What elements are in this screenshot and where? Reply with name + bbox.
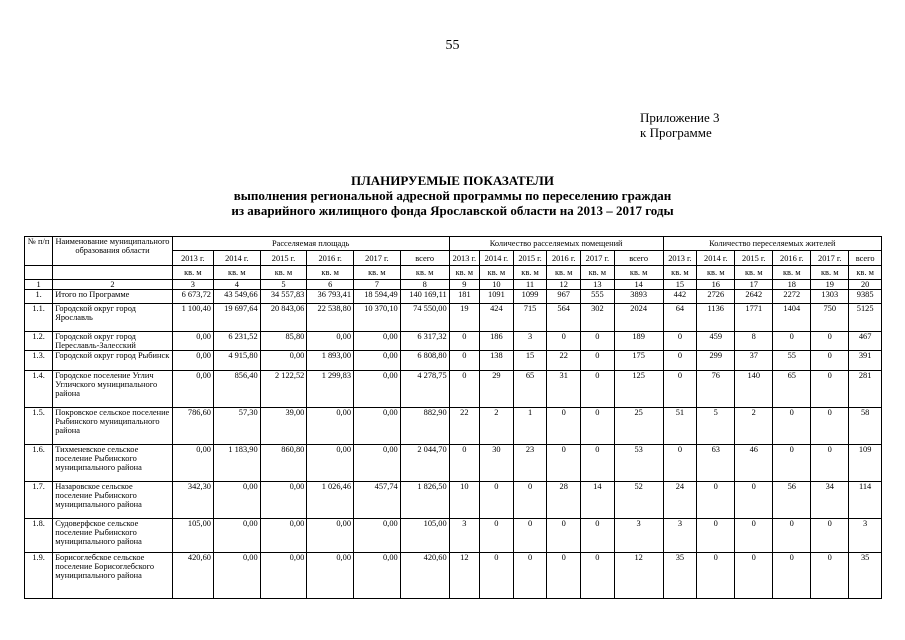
year-header: 2016 г. — [547, 251, 581, 266]
people-value: 114 — [849, 482, 882, 519]
column-number: 8 — [400, 280, 449, 290]
unit-header: кв. м — [849, 266, 882, 280]
people-value: 0 — [811, 445, 849, 482]
rooms-value: 12 — [614, 553, 663, 599]
unit-header: кв. м — [581, 266, 615, 280]
rooms-value: 30 — [480, 445, 514, 482]
rooms-value: 3 — [614, 519, 663, 553]
heading-line-2: выполнения региональной адресной программы по переселению граждан — [233, 188, 672, 203]
area-value: 420,60 — [400, 553, 449, 599]
area-value: 420,60 — [172, 553, 213, 599]
area-value: 85,80 — [260, 332, 307, 351]
area-value: 6 808,80 — [400, 351, 449, 371]
rooms-value: 0 — [449, 332, 479, 351]
unit-header: кв. м — [400, 266, 449, 280]
area-value: 1 893,00 — [307, 351, 354, 371]
people-value: 24 — [663, 482, 697, 519]
rooms-value: 0 — [547, 332, 581, 351]
people-value: 0 — [735, 519, 773, 553]
unit-header: кв. м — [697, 266, 735, 280]
unit-header: кв. м — [307, 266, 354, 280]
unit-header: кв. м — [614, 266, 663, 280]
rooms-value: 53 — [614, 445, 663, 482]
rooms-value: 125 — [614, 371, 663, 408]
rooms-value: 0 — [449, 371, 479, 408]
people-value: 467 — [849, 332, 882, 351]
rooms-value: 0 — [581, 408, 615, 445]
table-row — [25, 351, 882, 371]
col-name-header: Наименование муниципального образования области — [53, 237, 172, 266]
rooms-value: 3 — [449, 519, 479, 553]
municipality-name: Итого по Программе — [53, 290, 172, 304]
municipality-name: Судоверфское сельское поселение Рыбинского муниципального района — [53, 519, 172, 553]
people-value: 3 — [663, 519, 697, 553]
table-row — [25, 553, 882, 599]
column-number: 17 — [735, 280, 773, 290]
people-value: 35 — [849, 553, 882, 599]
rooms-value: 967 — [547, 290, 581, 304]
year-header: 2014 г. — [213, 251, 260, 266]
area-value: 34 557,83 — [260, 290, 307, 304]
area-value: 74 550,00 — [400, 304, 449, 332]
col-number-header: № п/п — [25, 237, 53, 266]
people-value: 1404 — [773, 304, 811, 332]
row-index: 1. — [25, 290, 53, 304]
table-row — [25, 304, 882, 332]
area-value: 0,00 — [213, 519, 260, 553]
people-value: 0 — [663, 445, 697, 482]
people-value: 0 — [811, 351, 849, 371]
unit-header: кв. м — [213, 266, 260, 280]
people-value: 0 — [773, 553, 811, 599]
table-row — [25, 519, 882, 553]
rooms-value: 0 — [581, 553, 615, 599]
unit-header: кв. м — [663, 266, 697, 280]
area-value: 0,00 — [354, 553, 401, 599]
rooms-value: 0 — [581, 332, 615, 351]
rooms-value: 0 — [513, 482, 547, 519]
rooms-value: 0 — [547, 519, 581, 553]
area-value: 0,00 — [307, 408, 354, 445]
people-value: 2726 — [697, 290, 735, 304]
appendix-line-2: к Программе — [640, 125, 712, 140]
rooms-value: 0 — [581, 351, 615, 371]
column-number: 16 — [697, 280, 735, 290]
rooms-value: 2024 — [614, 304, 663, 332]
row-index: 1.6. — [25, 445, 53, 482]
unit-blank — [53, 266, 172, 280]
people-value: 37 — [735, 351, 773, 371]
year-header: 2013 г. — [449, 251, 479, 266]
area-value: 57,30 — [213, 408, 260, 445]
rooms-value: 12 — [449, 553, 479, 599]
rooms-value: 15 — [513, 351, 547, 371]
rooms-value: 138 — [480, 351, 514, 371]
rooms-value: 564 — [547, 304, 581, 332]
people-value: 63 — [697, 445, 735, 482]
unit-header: кв. м — [811, 266, 849, 280]
area-value: 457,74 — [354, 482, 401, 519]
unit-blank — [25, 266, 53, 280]
indicators-table — [24, 236, 882, 599]
group-header-rooms: Количество расселяемых помещений — [449, 237, 663, 251]
year-header: 2017 г. — [811, 251, 849, 266]
rooms-value: 0 — [513, 519, 547, 553]
year-header: всего — [849, 251, 882, 266]
area-value: 6 317,32 — [400, 332, 449, 351]
area-value: 0,00 — [307, 445, 354, 482]
rooms-value: 0 — [547, 445, 581, 482]
column-number: 13 — [581, 280, 615, 290]
people-value: 0 — [773, 408, 811, 445]
appendix-note — [640, 110, 720, 140]
municipality-name: Городской округ город Ярославль — [53, 304, 172, 332]
rooms-value: 175 — [614, 351, 663, 371]
rooms-value: 0 — [581, 445, 615, 482]
unit-header: кв. м — [513, 266, 547, 280]
column-number: 3 — [172, 280, 213, 290]
people-value: 299 — [697, 351, 735, 371]
area-value: 0,00 — [260, 482, 307, 519]
column-number: 11 — [513, 280, 547, 290]
column-number: 9 — [449, 280, 479, 290]
unit-header: кв. м — [260, 266, 307, 280]
area-value: 0,00 — [354, 371, 401, 408]
unit-header: кв. м — [735, 266, 773, 280]
year-header: 2017 г. — [354, 251, 401, 266]
column-number: 12 — [547, 280, 581, 290]
people-value: 0 — [811, 519, 849, 553]
people-value: 442 — [663, 290, 697, 304]
area-value: 860,80 — [260, 445, 307, 482]
unit-header: кв. м — [480, 266, 514, 280]
unit-header: кв. м — [172, 266, 213, 280]
rooms-value: 302 — [581, 304, 615, 332]
people-value: 2272 — [773, 290, 811, 304]
people-value: 0 — [663, 332, 697, 351]
group-header-people: Количество переселяемых жителей — [663, 237, 881, 251]
people-value: 0 — [773, 445, 811, 482]
rooms-value: 0 — [449, 445, 479, 482]
people-value: 46 — [735, 445, 773, 482]
municipality-name: Городское поселение Углич Угличского муниципального района — [53, 371, 172, 408]
area-value: 0,00 — [354, 351, 401, 371]
people-value: 2 — [735, 408, 773, 445]
rooms-value: 0 — [581, 519, 615, 553]
units-header-row — [25, 266, 882, 280]
year-header: 2017 г. — [581, 251, 615, 266]
area-value: 43 549,66 — [213, 290, 260, 304]
people-value: 51 — [663, 408, 697, 445]
people-value: 0 — [811, 371, 849, 408]
column-numbers-row — [25, 280, 882, 290]
municipality-name: Тихменевское сельское поселение Рыбинского муниципального района — [53, 445, 172, 482]
rooms-value: 0 — [547, 408, 581, 445]
people-value: 0 — [811, 408, 849, 445]
area-value: 0,00 — [172, 445, 213, 482]
row-index: 1.5. — [25, 408, 53, 445]
area-value: 36 793,41 — [307, 290, 354, 304]
table-row — [25, 482, 882, 519]
rooms-value: 0 — [449, 351, 479, 371]
area-value: 6 673,72 — [172, 290, 213, 304]
rooms-value: 2 — [480, 408, 514, 445]
people-value: 1136 — [697, 304, 735, 332]
area-value: 105,00 — [172, 519, 213, 553]
people-value: 750 — [811, 304, 849, 332]
rooms-value: 22 — [449, 408, 479, 445]
rooms-value: 29 — [480, 371, 514, 408]
rooms-value: 10 — [449, 482, 479, 519]
appendix-line-1: Приложение 3 — [640, 110, 720, 125]
column-number: 1 — [25, 280, 53, 290]
row-index: 1.3. — [25, 351, 53, 371]
people-value: 64 — [663, 304, 697, 332]
column-number: 15 — [663, 280, 697, 290]
rooms-value: 0 — [480, 482, 514, 519]
area-value: 0,00 — [260, 519, 307, 553]
people-value: 109 — [849, 445, 882, 482]
rooms-value: 23 — [513, 445, 547, 482]
column-number: 5 — [260, 280, 307, 290]
rooms-value: 0 — [480, 553, 514, 599]
row-index: 1.4. — [25, 371, 53, 408]
municipality-name: Назаровское сельское поселение Рыбинского муниципального района — [53, 482, 172, 519]
group-header-area: Расселяемая площадь — [172, 237, 449, 251]
people-value: 0 — [663, 351, 697, 371]
area-value: 0,00 — [172, 332, 213, 351]
rooms-value: 19 — [449, 304, 479, 332]
people-value: 1303 — [811, 290, 849, 304]
municipality-name: Городской округ город Переславль-Залесский — [53, 332, 172, 351]
rooms-value: 3 — [513, 332, 547, 351]
people-value: 0 — [773, 519, 811, 553]
municipality-name: Борисоглебское сельское поселение Борисоглебского муниципального района — [53, 553, 172, 599]
year-header: 2013 г. — [663, 251, 697, 266]
area-value: 4 278,75 — [400, 371, 449, 408]
rooms-value: 424 — [480, 304, 514, 332]
rooms-value: 22 — [547, 351, 581, 371]
rooms-value: 65 — [513, 371, 547, 408]
column-number: 10 — [480, 280, 514, 290]
area-value: 1 183,90 — [213, 445, 260, 482]
year-header: 2014 г. — [697, 251, 735, 266]
year-header: 2015 г. — [260, 251, 307, 266]
area-value: 882,90 — [400, 408, 449, 445]
area-value: 4 915,80 — [213, 351, 260, 371]
year-header: 2015 г. — [513, 251, 547, 266]
table-row — [25, 371, 882, 408]
rooms-value: 52 — [614, 482, 663, 519]
table-row — [25, 445, 882, 482]
area-value: 22 538,80 — [307, 304, 354, 332]
rooms-value: 3893 — [614, 290, 663, 304]
area-value: 19 697,64 — [213, 304, 260, 332]
rooms-value: 186 — [480, 332, 514, 351]
area-value: 0,00 — [354, 408, 401, 445]
table-row — [25, 408, 882, 445]
people-value: 35 — [663, 553, 697, 599]
rooms-value: 0 — [513, 553, 547, 599]
rooms-value: 181 — [449, 290, 479, 304]
year-header: 2013 г. — [172, 251, 213, 266]
year-header: 2016 г. — [773, 251, 811, 266]
area-value: 0,00 — [307, 519, 354, 553]
rooms-value: 189 — [614, 332, 663, 351]
people-value: 9385 — [849, 290, 882, 304]
rooms-value: 14 — [581, 482, 615, 519]
column-number: 6 — [307, 280, 354, 290]
column-number: 4 — [213, 280, 260, 290]
column-number: 7 — [354, 280, 401, 290]
rooms-value: 25 — [614, 408, 663, 445]
area-value: 0,00 — [172, 371, 213, 408]
rooms-value: 0 — [581, 371, 615, 408]
people-value: 391 — [849, 351, 882, 371]
rooms-value: 1099 — [513, 290, 547, 304]
people-value: 0 — [735, 482, 773, 519]
area-value: 1 299,83 — [307, 371, 354, 408]
area-value: 342,30 — [172, 482, 213, 519]
people-value: 0 — [735, 553, 773, 599]
people-value: 0 — [773, 332, 811, 351]
area-value: 1 100,40 — [172, 304, 213, 332]
area-value: 0,00 — [307, 332, 354, 351]
people-value: 281 — [849, 371, 882, 408]
people-value: 0 — [697, 482, 735, 519]
document-heading — [0, 173, 905, 218]
people-value: 0 — [697, 519, 735, 553]
people-value: 0 — [811, 553, 849, 599]
area-value: 1 026,46 — [307, 482, 354, 519]
people-value: 8 — [735, 332, 773, 351]
year-header: 2015 г. — [735, 251, 773, 266]
area-value: 0,00 — [260, 351, 307, 371]
municipality-name: Покровское сельское поселение Рыбинского муниципального района — [53, 408, 172, 445]
area-value: 0,00 — [354, 519, 401, 553]
column-number: 19 — [811, 280, 849, 290]
people-value: 3 — [849, 519, 882, 553]
people-value: 140 — [735, 371, 773, 408]
rooms-value: 1091 — [480, 290, 514, 304]
table-row — [25, 290, 882, 304]
area-value: 2 122,52 — [260, 371, 307, 408]
area-value: 0,00 — [213, 482, 260, 519]
area-value: 1 826,50 — [400, 482, 449, 519]
heading-line-1: ПЛАНИРУЕМЫЕ ПОКАЗАТЕЛИ — [351, 173, 554, 188]
area-value: 786,60 — [172, 408, 213, 445]
page-number: 55 — [445, 38, 460, 53]
rooms-value: 31 — [547, 371, 581, 408]
area-value: 6 231,52 — [213, 332, 260, 351]
area-value: 0,00 — [172, 351, 213, 371]
year-header: всего — [614, 251, 663, 266]
people-value: 5 — [697, 408, 735, 445]
people-value: 0 — [811, 332, 849, 351]
year-header: 2014 г. — [480, 251, 514, 266]
area-value: 10 370,10 — [354, 304, 401, 332]
column-number: 14 — [614, 280, 663, 290]
area-value: 0,00 — [354, 332, 401, 351]
people-value: 1771 — [735, 304, 773, 332]
area-value: 0,00 — [213, 553, 260, 599]
people-value: 55 — [773, 351, 811, 371]
area-value: 856,40 — [213, 371, 260, 408]
unit-header: кв. м — [773, 266, 811, 280]
area-value: 18 594,49 — [354, 290, 401, 304]
row-index: 1.8. — [25, 519, 53, 553]
row-index: 1.1. — [25, 304, 53, 332]
rooms-value: 715 — [513, 304, 547, 332]
year-header: 2016 г. — [307, 251, 354, 266]
row-index: 1.9. — [25, 553, 53, 599]
area-value: 20 843,06 — [260, 304, 307, 332]
rooms-value: 0 — [547, 553, 581, 599]
municipality-name: Городской округ город Рыбинск — [53, 351, 172, 371]
area-value: 140 169,11 — [400, 290, 449, 304]
rooms-value: 555 — [581, 290, 615, 304]
area-value: 2 044,70 — [400, 445, 449, 482]
people-value: 76 — [697, 371, 735, 408]
area-value: 39,00 — [260, 408, 307, 445]
people-value: 58 — [849, 408, 882, 445]
unit-header: кв. м — [547, 266, 581, 280]
people-value: 56 — [773, 482, 811, 519]
column-number: 2 — [53, 280, 172, 290]
heading-line-3: из аварийного жилищного фонда Ярославской области на 2013 – 2017 годы — [231, 203, 674, 218]
table-row — [25, 332, 882, 351]
area-value: 0,00 — [307, 553, 354, 599]
people-value: 65 — [773, 371, 811, 408]
column-number: 20 — [849, 280, 882, 290]
area-value: 0,00 — [354, 445, 401, 482]
people-value: 0 — [697, 553, 735, 599]
rooms-value: 1 — [513, 408, 547, 445]
rooms-value: 28 — [547, 482, 581, 519]
people-value: 34 — [811, 482, 849, 519]
row-index: 1.2. — [25, 332, 53, 351]
row-index: 1.7. — [25, 482, 53, 519]
area-value: 0,00 — [260, 553, 307, 599]
table-body — [25, 290, 882, 599]
people-value: 5125 — [849, 304, 882, 332]
unit-header: кв. м — [354, 266, 401, 280]
people-value: 0 — [663, 371, 697, 408]
rooms-value: 0 — [480, 519, 514, 553]
year-header: всего — [400, 251, 449, 266]
area-value: 105,00 — [400, 519, 449, 553]
unit-header: кв. м — [449, 266, 479, 280]
column-number: 18 — [773, 280, 811, 290]
people-value: 459 — [697, 332, 735, 351]
people-value: 2642 — [735, 290, 773, 304]
